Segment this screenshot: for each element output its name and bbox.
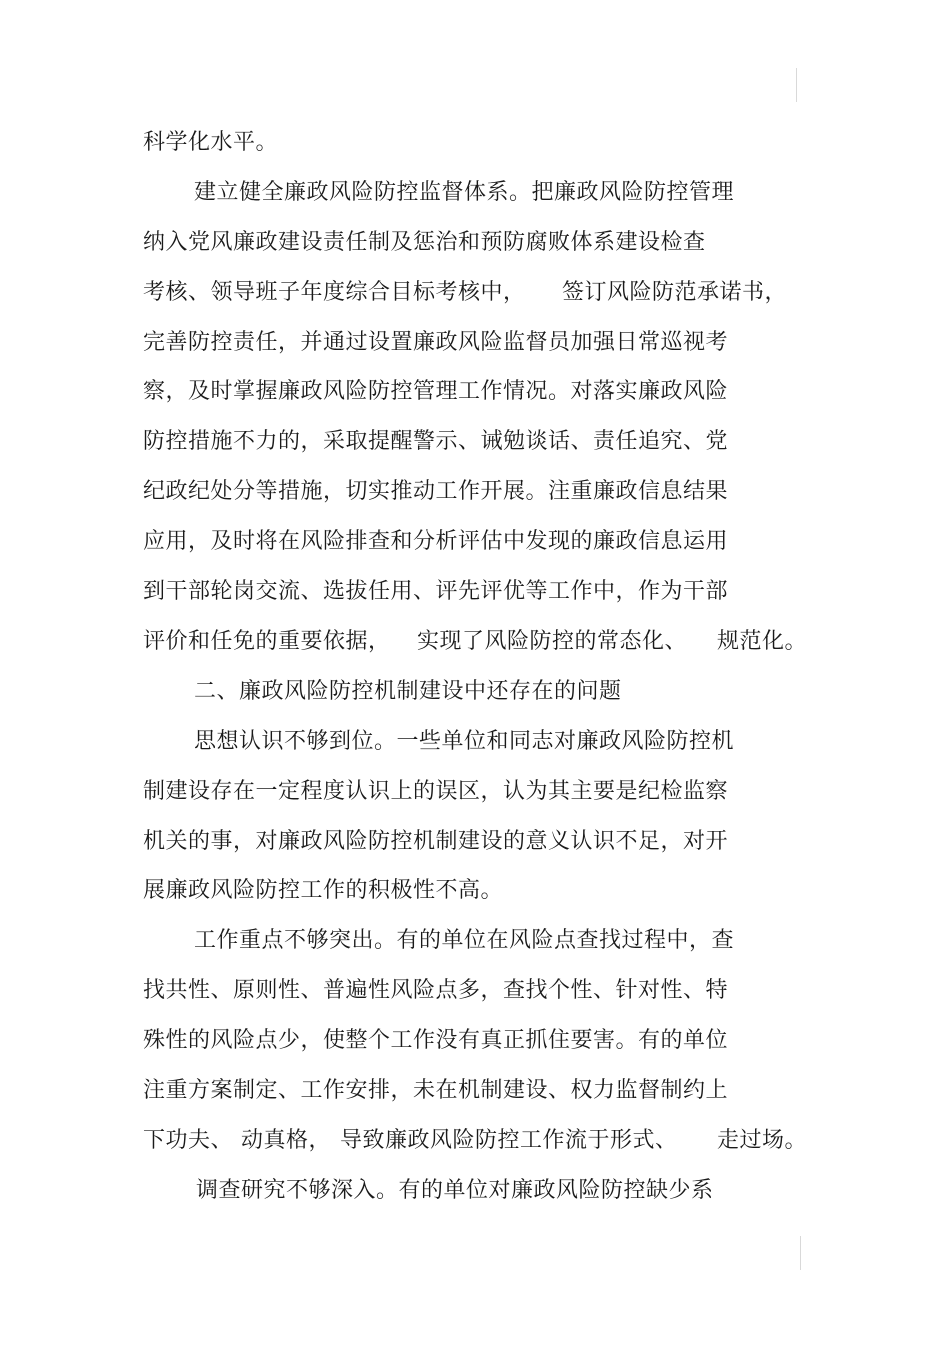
text-segment: 导致廉政风险防控工作流于形式、: [340, 1128, 678, 1153]
text-segment: 规范化。: [717, 629, 808, 654]
section-heading: 二、廉政风险防控机制建设中还存在的问题: [194, 679, 622, 704]
text-line: 防控措施不力的，采取提醒警示、诫勉谈话、责任追究、党: [143, 429, 729, 454]
paragraph-first-line: 工作重点不够突出。有的单位在风险点查找过程中，查: [194, 928, 735, 953]
text-segment: 考核、领导班子年度综合目标考核中，: [143, 280, 526, 305]
text-segment: 走过场。: [717, 1128, 808, 1153]
margin-mark-top: [796, 68, 797, 102]
text-line: 察，及时掌握廉政风险防控管理工作情况。对落实廉政风险: [143, 379, 729, 404]
margin-mark-bottom: [800, 1236, 801, 1270]
text-line: 机关的事，对廉政风险防控机制建设的意义认识不足，对开: [143, 829, 729, 854]
text-line: 到干部轮岗交流、选拔任用、评先评优等工作中，作为干部: [143, 579, 729, 604]
text-line: 应用，及时将在风险排查和分析评估中发现的廉政信息运用: [143, 529, 729, 554]
text-segment: 下功夫、: [143, 1128, 234, 1153]
text-line: 殊性的风险点少，使整个工作没有真正抓住要害。有的单位: [143, 1028, 729, 1053]
text-line: 注重方案制定、工作安排，未在机制建设、权力监督制约上: [143, 1078, 729, 1103]
paragraph-first-line: 建立健全廉政风险防控监督体系。把廉政风险防控管理: [194, 180, 735, 205]
text-line: 展廉政风险防控工作的积极性不高。: [143, 878, 504, 903]
paragraph-first-line: 调查研究不够深入。有的单位对廉政风险防控缺少系: [196, 1178, 714, 1203]
text-line: 制建设存在一定程度认识上的误区，认为其主要是纪检监察: [143, 779, 729, 804]
text-line: 完善防控责任，并通过设置廉政风险监督员加强日常巡视考: [143, 330, 729, 355]
text-line: 纳入党风廉政建设责任制及惩治和预防腐败体系建设检查: [143, 230, 706, 255]
text-segment: 评价和任免的重要依据，: [143, 629, 391, 654]
paragraph-first-line: 思想认识不够到位。一些单位和同志对廉政风险防控机: [194, 729, 735, 754]
text-segment: 动真格，: [241, 1128, 332, 1153]
text-line: 纪政纪处分等措施，切实推动工作开展。注重廉政信息结果: [143, 479, 729, 504]
text-line: 找共性、原则性、普遍性风险点多，查找个性、针对性、特: [143, 978, 729, 1003]
text-segment: 签订风险防范承诺书，: [562, 280, 788, 305]
text-line: 科学化水平。: [143, 130, 279, 155]
text-segment: 实现了风险防控的常态化、: [417, 629, 688, 654]
